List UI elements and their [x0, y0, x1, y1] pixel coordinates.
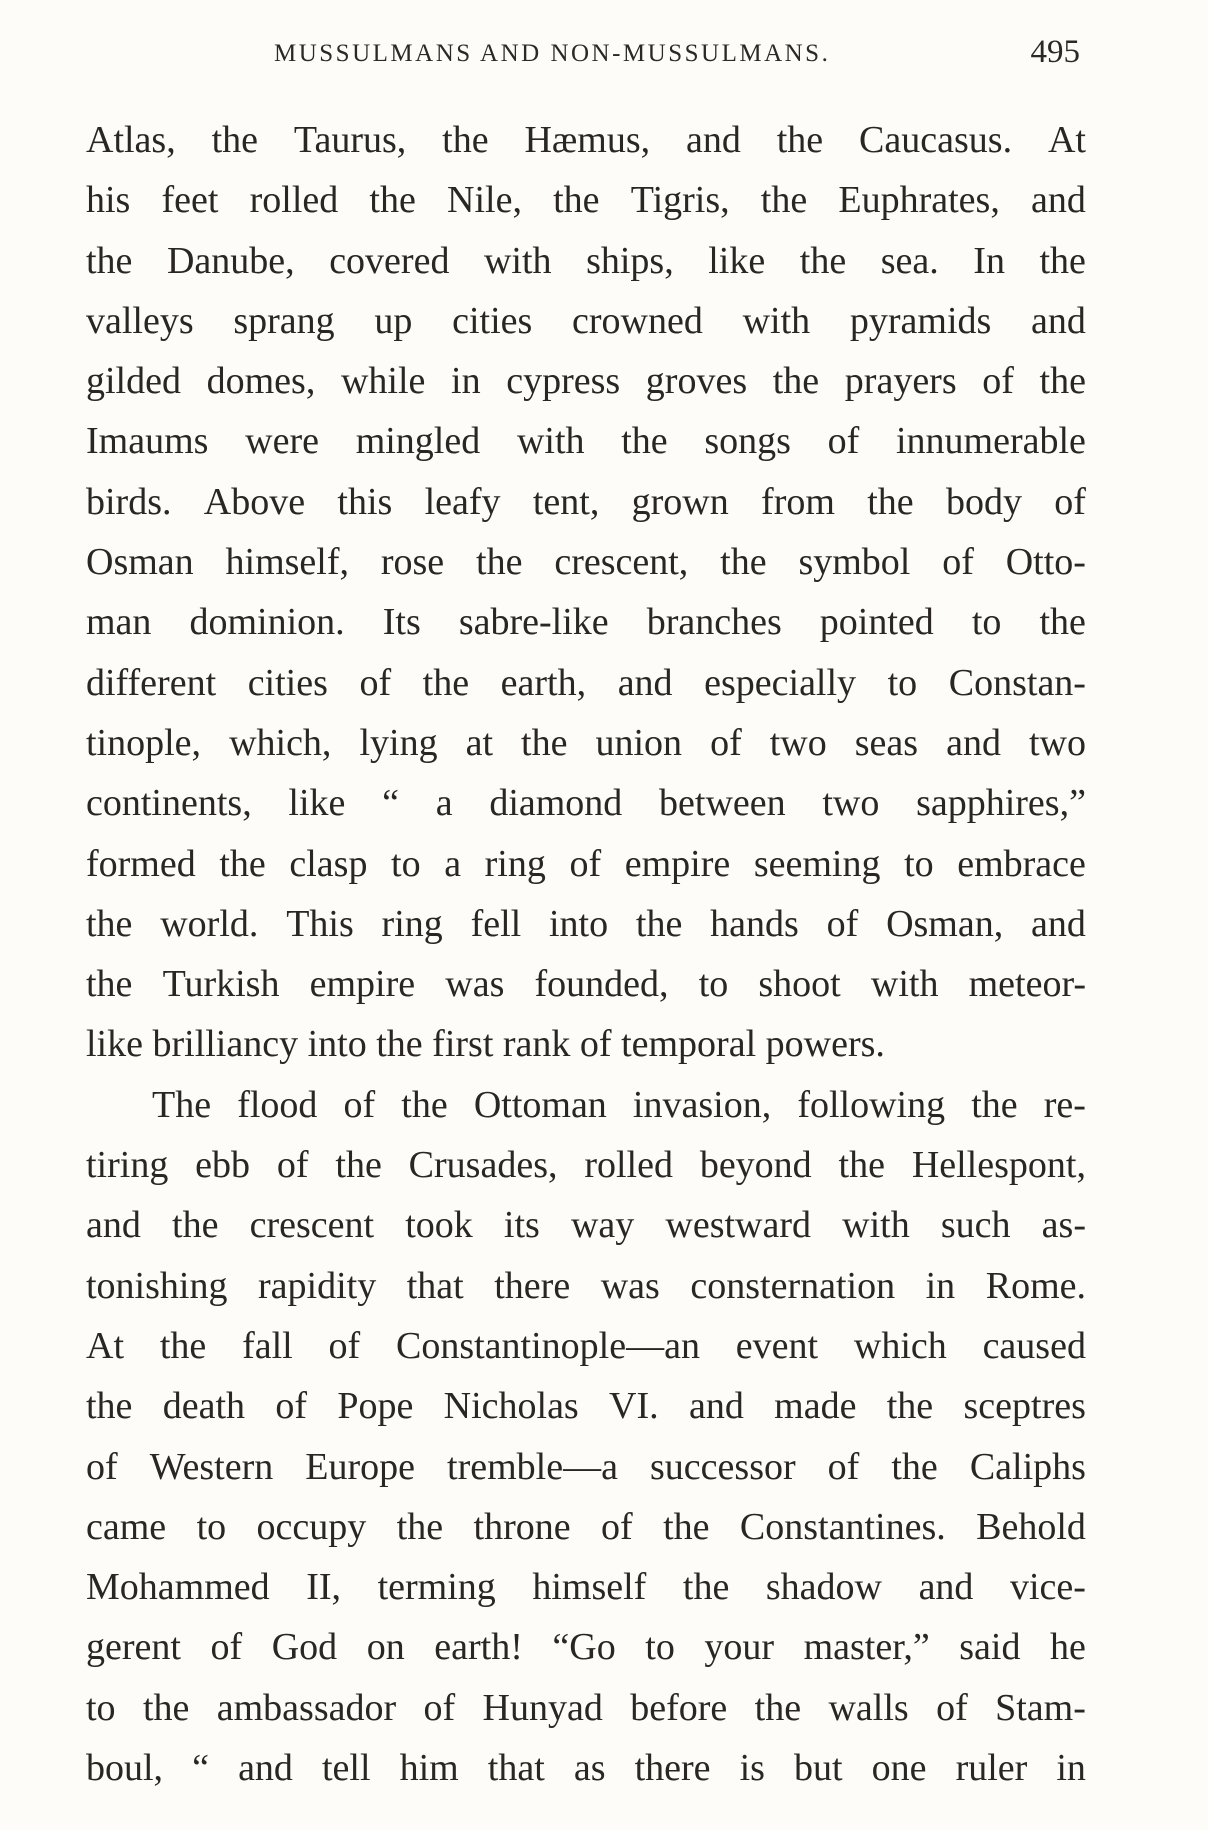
- text-line: his feet rolled the Nile, the Tigris, the Euphrates, and: [86, 179, 1086, 222]
- text-line: the Danube, covered with ships, like the sea. In the: [86, 239, 1086, 282]
- text-line: Imaums were mingled with the songs of innumerable: [86, 420, 1086, 463]
- text-line: the death of Pope Nicholas VI. and made the sceptres: [86, 1385, 1086, 1428]
- text-line: continents, like “ a diamond between two sapphires,”: [86, 782, 1086, 825]
- page-number: 495: [1030, 34, 1080, 70]
- text-line: valleys sprang up cities crowned with pyramids and: [86, 299, 1086, 342]
- text-line: Atlas, the Taurus, the Hæmus, and the Caucasus. At: [86, 119, 1086, 161]
- text-line: gerent of God on earth! “Go to your master,” said he: [86, 1626, 1086, 1669]
- text-line: formed the clasp to a ring of empire seeming to embrace: [86, 842, 1086, 885]
- text-line: the Turkish empire was founded, to shoot with meteor-: [86, 963, 1086, 1006]
- text-line: the world. This ring fell into the hands of Osman, and: [86, 902, 1086, 945]
- text-line: different cities of the earth, and especially to Constan-: [86, 661, 1086, 704]
- text-line: At the fall of Constantinople—an event which caused: [86, 1324, 1086, 1367]
- text-line: Osman himself, rose the crescent, the symbol of Otto-: [86, 541, 1086, 584]
- text-line: boul, “ and tell him that as there is but one ruler in: [86, 1747, 1086, 1790]
- text-line: man dominion. Its sabre-like branches pointed to the: [86, 601, 1086, 644]
- body-text: [86, 110, 1086, 1798]
- running-title: MUSSULMANS AND NON-MUSSULMANS.: [274, 40, 831, 67]
- text-line: gilded domes, while in cypress groves the prayers of the: [86, 360, 1086, 403]
- text-line: tonishing rapidity that there was consternation in Rome.: [86, 1264, 1086, 1307]
- text-line: came to occupy the throne of the Constantines. Behold: [86, 1505, 1086, 1548]
- text-line: tinople, which, lying at the union of two seas and two: [86, 721, 1086, 764]
- text-line: like brilliancy into the first rank of temporal powers.: [86, 1023, 885, 1066]
- text-line: tiring ebb of the Crusades, rolled beyond the Hellespont,: [86, 1144, 1086, 1187]
- text-line: birds. Above this leafy tent, grown from the body of: [86, 480, 1086, 523]
- text-line: of Western Europe tremble—a successor of the Caliphs: [86, 1445, 1086, 1488]
- text-line: to the ambassador of Hunyad before the walls of Stam-: [86, 1686, 1086, 1729]
- text-line: and the crescent took its way westward with such as-: [86, 1204, 1086, 1247]
- text-line: Mohammed II, terming himself the shadow and vice-: [86, 1566, 1086, 1609]
- text-line: The flood of the Ottoman invasion, following the re-: [152, 1083, 1086, 1126]
- running-head: [86, 30, 1086, 80]
